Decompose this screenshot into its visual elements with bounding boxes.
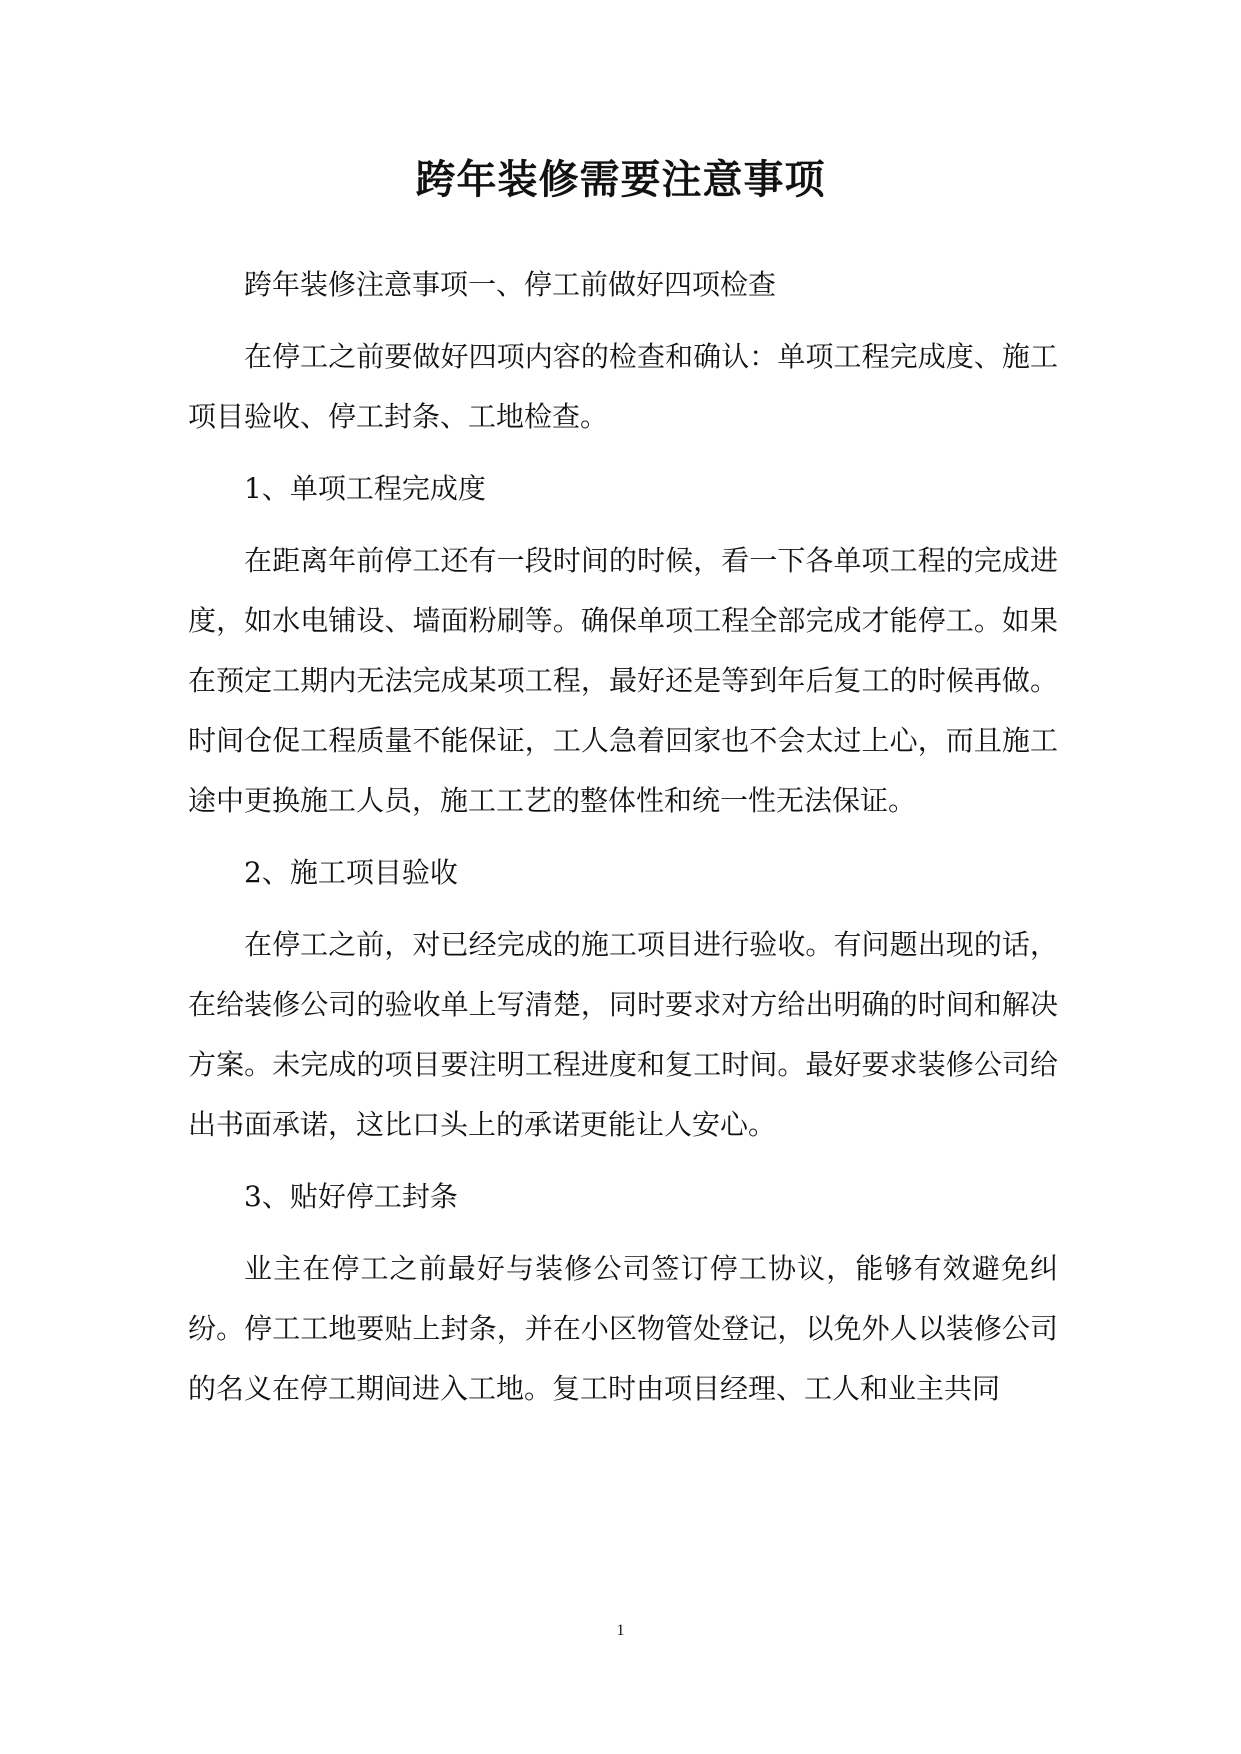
paragraph-3: 业主在停工之前最好与装修公司签订停工协议，能够有效避免纠纷。停工工地要贴上封条，并在小区物管处登记，以免外人以装修公司的名义在停工期间进入工地。复工时由项目经理、工人和业主共同	[188, 1252, 1058, 1405]
document-body	[188, 255, 1058, 1431]
section-heading-2: 2、施工项目验收	[244, 856, 458, 889]
paragraph-2: 在停工之前，对已经完成的施工项目进行验收。有问题出现的话，在给装修公司的验收单上写清楚，同时要求对方给出明确的时间和解决方案。未完成的项目要注明工程进度和复工时间。最好要求装修公司给出书面承诺，这比口头上的承诺更能让人安心。	[188, 928, 1058, 1141]
paragraph-intro: 在停工之前要做好四项内容的检查和确认：单项工程完成度、施工项目验收、停工封条、工地检查。	[188, 340, 1058, 433]
document-title: 跨年装修需要注意事项	[415, 156, 826, 203]
section-heading-1: 1、单项工程完成度	[244, 472, 486, 505]
paragraph-1: 在距离年前停工还有一段时间的时候，看一下各单项工程的完成进度，如水电铺设、墙面粉刷等。确保单项工程全部完成才能停工。如果在预定工期内无法完成某项工程，最好还是等到年后复工的时候再做。时间仓促工程质量不能保证，工人急着回家也不会太过上心，而且施工途中更换施工人员，施工工艺的整体性和统一性无法保证。	[188, 544, 1058, 817]
page-number: 1	[616, 1622, 625, 1639]
section-heading-intro: 跨年装修注意事项一、停工前做好四项检查	[244, 268, 777, 301]
section-heading-3: 3、贴好停工封条	[244, 1180, 458, 1213]
